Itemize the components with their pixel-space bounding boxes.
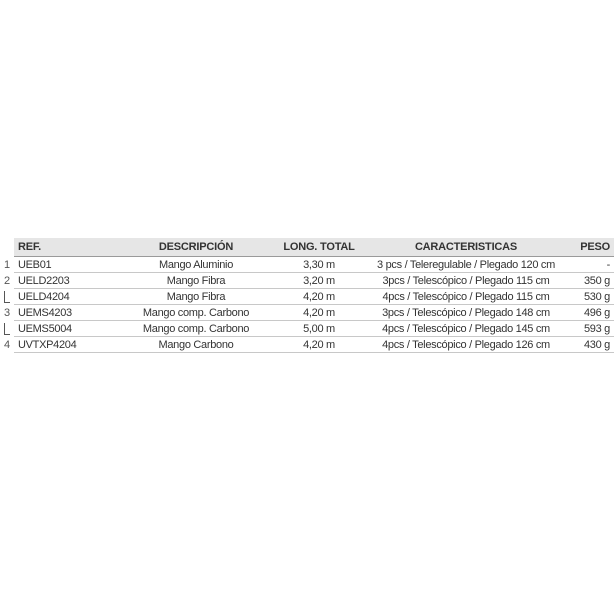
header-length: LONG. TOTAL <box>274 238 364 257</box>
cell-length: 5,00 m <box>274 321 364 337</box>
cell-characteristics: 3 pcs / Teleregulable / Plegado 120 cm <box>364 257 568 273</box>
spec-table <box>14 238 614 353</box>
cell-description: Mango Carbono <box>118 337 274 353</box>
table-row <box>14 257 614 273</box>
cell-length: 4,20 m <box>274 289 364 305</box>
row-group-bracket <box>0 321 14 337</box>
cell-ref: UEMS4203 <box>14 305 118 321</box>
cell-characteristics: 3pcs / Telescópico / Plegado 148 cm <box>364 305 568 321</box>
cell-length: 3,20 m <box>274 273 364 289</box>
row-marker-3: 3 <box>3 307 11 319</box>
cell-ref: UEMS5004 <box>14 321 118 337</box>
row-markers <box>0 257 14 353</box>
cell-description: Mango comp. Carbono <box>118 321 274 337</box>
table-row <box>14 321 614 337</box>
cell-weight: 593 g <box>568 321 614 337</box>
cell-ref: UEB01 <box>14 257 118 273</box>
table-row <box>14 305 614 321</box>
cell-weight: - <box>568 257 614 273</box>
table-row <box>14 337 614 353</box>
cell-characteristics: 4pcs / Telescópico / Plegado 145 cm <box>364 321 568 337</box>
cell-weight: 496 g <box>568 305 614 321</box>
cell-weight: 430 g <box>568 337 614 353</box>
table-row <box>14 273 614 289</box>
cell-weight: 530 g <box>568 289 614 305</box>
header-characteristics: CARACTERISTICAS <box>364 238 568 257</box>
table-header-row <box>14 238 614 257</box>
cell-characteristics: 4pcs / Telescópico / Plegado 115 cm <box>364 289 568 305</box>
cell-description: Mango Fibra <box>118 289 274 305</box>
cell-characteristics: 4pcs / Telescópico / Plegado 126 cm <box>364 337 568 353</box>
cell-ref: UELD4204 <box>14 289 118 305</box>
cell-ref: UVTXP4204 <box>14 337 118 353</box>
header-description: DESCRIPCIÓN <box>118 238 274 257</box>
row-marker-1: 1 <box>3 259 11 271</box>
header-weight: PESO <box>568 238 614 257</box>
header-ref: REF. <box>14 238 118 257</box>
table-row <box>14 289 614 305</box>
row-marker-4: 4 <box>3 339 11 351</box>
row-group-bracket <box>0 289 14 305</box>
cell-characteristics: 3pcs / Telescópico / Plegado 115 cm <box>364 273 568 289</box>
cell-description: Mango Aluminio <box>118 257 274 273</box>
cell-ref: UELD2203 <box>14 273 118 289</box>
row-marker-2: 2 <box>3 275 11 287</box>
cell-length: 4,20 m <box>274 305 364 321</box>
cell-description: Mango comp. Carbono <box>118 305 274 321</box>
cell-description: Mango Fibra <box>118 273 274 289</box>
cell-length: 3,30 m <box>274 257 364 273</box>
cell-length: 4,20 m <box>274 337 364 353</box>
cell-weight: 350 g <box>568 273 614 289</box>
